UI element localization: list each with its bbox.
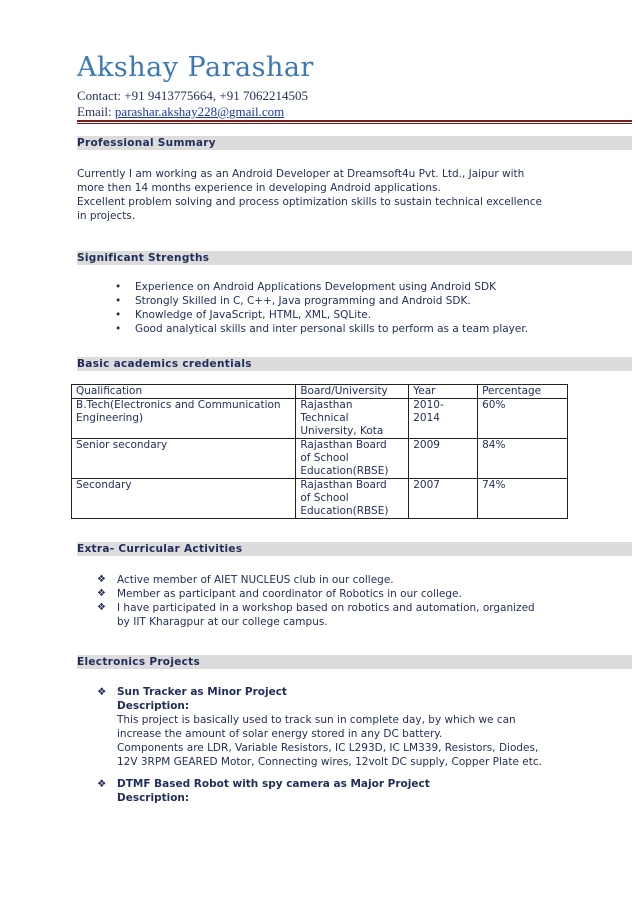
project-body <box>97 699 567 769</box>
list-item-text: by IIT Kharagpur at our college campus. <box>117 616 328 628</box>
cell-line: University, Kota <box>300 425 384 437</box>
list-item-text: Active member of AIET NUCLEUS club in our college. <box>117 574 394 586</box>
cell-line: Rajasthan Board <box>300 479 387 491</box>
extra-list <box>97 573 557 629</box>
project-title <box>97 777 567 791</box>
diamond-bullet-icon: ❖ <box>97 686 107 698</box>
section-title-strengths: Significant Strengths <box>77 252 210 264</box>
table-cell <box>296 479 409 519</box>
table-header-row <box>72 385 568 399</box>
diamond-bullet-icon: ❖ <box>97 574 106 585</box>
description-line: Components are LDR, Variable Resistors, IC L293D, IC LM339, Resistors, Diodes, <box>117 742 539 754</box>
candidate-name: Akshay Parashar <box>77 52 314 83</box>
email-line <box>77 104 284 120</box>
list-item-text: Strongly Skilled in C, C++, Java programming and Android SDK. <box>135 295 471 307</box>
list-item <box>115 322 528 336</box>
project-item <box>97 685 567 769</box>
table-cell: 2007 <box>409 479 478 519</box>
description-line: 12V 3RPM GEARED Motor, Connecting wires, 12volt DC supply, Copper Plate etc. <box>117 756 542 768</box>
table-cell: 60% <box>478 399 568 439</box>
section-title-academics: Basic academics credentials <box>77 358 252 370</box>
table-cell: Senior secondary <box>72 439 296 479</box>
list-item-text: Knowledge of JavaScript, HTML, XML, SQLite. <box>135 309 372 321</box>
list-item-text: Member as participant and coordinator of Robotics in our college. <box>117 588 462 600</box>
section-title-summary: Professional Summary <box>77 137 216 149</box>
list-item <box>97 601 557 629</box>
diamond-bullet-icon: ❖ <box>97 602 106 613</box>
cell-line: Technical <box>300 412 349 424</box>
list-item-text: I have participated in a workshop based on robotics and automation, organized <box>117 602 535 614</box>
table-cell <box>296 439 409 479</box>
header-divider <box>77 120 632 122</box>
cell-line: Rajasthan <box>300 399 353 411</box>
cell-line: Education(RBSE) <box>300 505 389 517</box>
list-item-text: Good analytical skills and inter personal skills to perform as a team player. <box>135 323 529 335</box>
section-title-projects: Electronics Projects <box>77 656 201 668</box>
bullet-icon: • <box>115 309 122 321</box>
strengths-list <box>115 280 528 336</box>
summary-line: in projects. <box>77 210 136 222</box>
list-item <box>97 573 557 587</box>
column-header: Percentage <box>478 385 568 399</box>
list-item <box>97 587 557 601</box>
table-row <box>72 479 568 519</box>
bullet-icon: • <box>115 295 122 307</box>
column-header: Qualification <box>72 385 296 399</box>
diamond-bullet-icon: ❖ <box>97 588 106 599</box>
summary-line: Excellent problem solving and process optimization skills to sustain technical excellence <box>77 196 542 208</box>
cell-line: Education(RBSE) <box>300 465 389 477</box>
cell-line: Engineering) <box>76 412 144 424</box>
cell-line: of School <box>300 492 349 504</box>
table-row <box>72 399 568 439</box>
list-item <box>115 308 528 322</box>
column-header: Board/University <box>296 385 409 399</box>
academics-table <box>71 384 568 519</box>
list-item-text: Experience on Android Applications Development using Android SDK <box>135 281 497 293</box>
email-link[interactable]: parashar.akshay228@gmail.com <box>114 104 285 119</box>
project-item <box>97 777 567 805</box>
section-title-extra: Extra- Curricular Activities <box>77 543 243 555</box>
bullet-icon: • <box>115 281 122 293</box>
table-cell: Secondary <box>72 479 296 519</box>
cell-line: 2010- <box>413 399 444 411</box>
table-cell <box>409 399 478 439</box>
project-title <box>97 685 567 699</box>
description-label: Description: <box>117 700 190 712</box>
cell-line: B.Tech(Electronics and Communication <box>76 399 281 411</box>
project-name: Sun Tracker as Minor Project <box>117 686 287 698</box>
list-item <box>115 294 528 308</box>
bullet-icon: • <box>115 323 122 335</box>
table-cell: 84% <box>478 439 568 479</box>
table-cell <box>296 399 409 439</box>
summary-text <box>77 167 557 223</box>
description-label: Description: <box>117 792 190 804</box>
table-cell <box>72 399 296 439</box>
description-line: This project is basically used to track sun in complete day, by which we can <box>117 714 516 726</box>
table-row <box>72 439 568 479</box>
description-line: increase the amount of solar energy stored in any DC battery. <box>117 728 443 740</box>
cell-line: 2014 <box>413 412 440 424</box>
list-item <box>115 280 528 294</box>
email-label: Email: <box>77 104 112 119</box>
contact-numbers: Contact: +91 9413775664, +91 7062214505 <box>77 88 308 103</box>
summary-line: more then 14 months experience in developing Android applications. <box>77 182 441 194</box>
project-name: DTMF Based Robot with spy camera as Major Project <box>117 778 430 790</box>
table-cell: 2009 <box>409 439 478 479</box>
header-divider-thin <box>77 123 632 124</box>
diamond-bullet-icon: ❖ <box>97 778 107 790</box>
column-header: Year <box>409 385 478 399</box>
cell-line: of School <box>300 452 349 464</box>
project-body <box>97 791 567 805</box>
cell-line: Rajasthan Board <box>300 439 387 451</box>
summary-line: Currently I am working as an Android Developer at Dreamsoft4u Pvt. Ltd., Jaipur with <box>77 168 525 180</box>
table-cell: 74% <box>478 479 568 519</box>
